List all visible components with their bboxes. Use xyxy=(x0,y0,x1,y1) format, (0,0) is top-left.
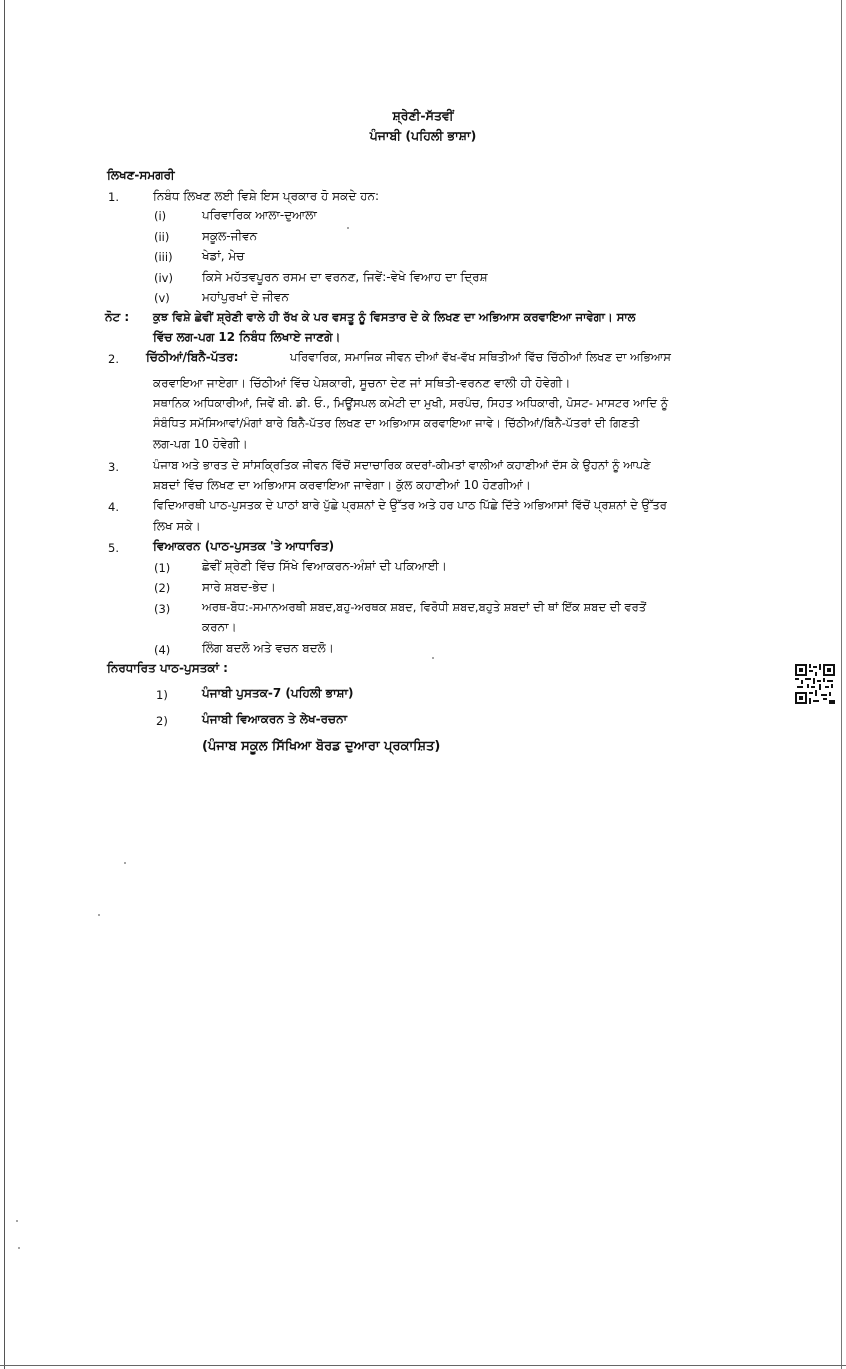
scan-speck xyxy=(18,1247,20,1249)
note-label: ਨੋਟ : xyxy=(105,310,130,324)
book-number: 2) xyxy=(156,714,168,728)
item-text: ਲਗ-ਪਗ 10 ਹੋਵੇਗੀ। xyxy=(153,437,248,451)
subitem-text: ਲਿੰਗ ਬਦਲੋ ਅਤੇ ਵਚਨ ਬਦਲੋ। xyxy=(202,641,334,655)
item-text: ਨਿਬੰਧ ਲਿਖਣ ਲਈ ਵਿਸ਼ੇ ਇਸ ਪ੍ਰਕਾਰ ਹੋ ਸਕਦੇ ਹਨ: xyxy=(153,189,379,203)
item-text: ਪਰਿਵਾਰਿਕ, ਸਮਾਜਿਕ ਜੀਵਨ ਦੀਆਂ ਵੱਖ-ਵੱਖ ਸਥਿਤੀਆਂ ਵਿੱਚ ਚਿੱਠੀਆਂ ਲਿਖਣ ਦਾ ਅਭਿਆਸ xyxy=(290,350,671,364)
subitem-number: (iii) xyxy=(154,250,173,264)
item-number: 5. xyxy=(108,541,119,555)
item-text: ਵਿਦਿਆਰਥੀ ਪਾਠ-ਪੁਸਤਕ ਦੇ ਪਾਠਾਂ ਬਾਰੇ ਪੁੱਛੇ ਪ੍ਰਸ਼ਨਾਂ ਦੇ ਉੱਤਰ ਅਤੇ ਹਰ ਪਾਠ ਪਿੱਛੇ ਦਿੱਤੇ ਅਭਿਆਸਾਂ ਵਿੱਚੋਂ ਪ੍ਰਸ਼ਨਾਂ ਦੇ ਉੱਤਰ xyxy=(153,498,667,512)
scan-edge-right xyxy=(841,0,842,1369)
scan-speck xyxy=(124,862,126,864)
item-number: 2. xyxy=(108,352,119,366)
subitem-text: ਖੇਡਾਂ, ਮੇਚ xyxy=(202,249,245,263)
item-text: ਲਿਖ ਸਕੇ। xyxy=(153,519,201,533)
subitem-number: (ii) xyxy=(154,230,170,244)
class-title: ਸ਼੍ਰੇਣੀ-ਸੱਤਵੀਂ xyxy=(392,108,454,123)
scan-speck xyxy=(432,657,434,659)
scan-edge-bottom xyxy=(0,1365,846,1366)
subitem-text: ਕਿਸੇ ਮਹੱਤਵਪੂਰਨ ਰਸਮ ਦਾ ਵਰਨਣ, ਜਿਵੇਂ:-ਵੇਖੇ ਵਿਆਹ ਦਾ ਦ੍ਰਿਸ਼ xyxy=(202,270,488,284)
subitem-number: (v) xyxy=(154,291,170,305)
item-text: ਸ਼ਬਦਾਂ ਵਿੱਚ ਲਿਖਣ ਦਾ ਅਭਿਆਸ ਕਰਵਾਇਆ ਜਾਵੇਗਾ। ਕੁੱਲ ਕਹਾਣੀਆਂ 10 ਹੋਣਗੀਆਂ। xyxy=(153,478,531,492)
item-text: ਪੰਜਾਬ ਅਤੇ ਭਾਰਤ ਦੇ ਸਾਂਸਕ੍ਰਿਤਿਕ ਜੀਵਨ ਵਿੱਚੋਂ ਸਦਾਚਾਰਿਕ ਕਦਰਾਂ-ਕੀਮਤਾਂ ਵਾਲੀਆਂ ਕਹਾਣੀਆਂ ਦੱਸ ਕੇ ਉਹਨਾਂ ਨੂੰ ਆਪਣੇ xyxy=(153,458,651,472)
note-line: ਕੁਝ ਵਿਸ਼ੇ ਛੇਵੀਂ ਸ਼੍ਰੇਣੀ ਵਾਲੇ ਹੀ ਰੱਖ ਕੇ ਪਰ ਵਸਤੂ ਨੂੰ ਵਿਸਤਾਰ ਦੇ ਕੇ ਲਿਖਣ ਦਾ ਅਭਿਆਸ ਕਰਵਾਇਆ ਜਾਵੇਗਾ। ਸਾਲ xyxy=(153,310,636,324)
note-line: ਵਿੱਚ ਲਗ-ਪਗ 12 ਨਿਬੰਧ ਲਿਖਾਏ ਜਾਣਗੇ। xyxy=(153,330,341,344)
subitem-number: (iv) xyxy=(154,271,173,285)
scan-speck xyxy=(347,227,349,229)
subitem-text: ਮਹਾਂਪੁਰਖਾਂ ਦੇ ਜੀਵਨ xyxy=(202,290,289,304)
writing-heading: ਲਿਖਣ-ਸਮਗਰੀ xyxy=(107,168,175,182)
item-number: 4. xyxy=(108,500,119,514)
subitem-number: (2) xyxy=(154,581,171,595)
books-heading: ਨਿਰਧਾਰਿਤ ਪਾਠ-ਪੁਸਤਕਾਂ : xyxy=(107,661,228,675)
subitem-number: (i) xyxy=(154,209,167,223)
book-title: ਪੰਜਾਬੀ ਪੁਸਤਕ-7 (ਪਹਿਲੀ ਭਾਸ਼ਾ) xyxy=(202,686,354,700)
subitem-number: (3) xyxy=(154,602,171,616)
subitem-text: ਪਰਿਵਾਰਿਕ ਆਲਾ-ਦੁਆਲਾ xyxy=(202,208,317,222)
scan-speck xyxy=(98,914,100,916)
qr-code xyxy=(795,664,835,704)
subitem-text: ਅਰਥ-ਬੋਧ:-ਸਮਾਨਅਰਥੀ ਸ਼ਬਦ,ਬਹੁ-ਅਰਥਕ ਸ਼ਬਦ, ਵਿਰੋਧੀ ਸ਼ਬਦ,ਬਹੁਤੇ ਸ਼ਬਦਾਂ ਦੀ ਥਾਂ ਇੱਕ ਸ਼ਬਦ ਦੀ ਵਰਤੋਂ xyxy=(202,600,647,614)
item-text: ਸਥਾਨਿਕ ਅਧਿਕਾਰੀਆਂ, ਜਿਵੇਂ ਬੀ. ਡੀ. ਓ., ਮਿਊਂਸਪਲ ਕਮੇਟੀ ਦਾ ਮੁਖੀ, ਸਰਪੰਚ, ਸਿਹਤ ਅਧਿਕਾਰੀ, ਪੋਸਟ- ਮਾਸਟਰ ਆਦਿ ਨੂੰ xyxy=(153,396,669,410)
subitem-text: ਸਕੂਲ-ਜੀਵਨ xyxy=(202,229,258,243)
publisher-note: (ਪੰਜਾਬ ਸਕੂਲ ਸਿੱਖਿਆ ਬੋਰਡ ਦੁਆਰਾ ਪ੍ਰਕਾਸ਼ਿਤ) xyxy=(202,739,441,754)
book-number: 1) xyxy=(156,688,168,702)
grammar-heading: ਵਿਆਕਰਨ (ਪਾਠ-ਪੁਸਤਕ 'ਤੇ ਆਧਾਰਿਤ) xyxy=(153,539,335,553)
subitem-text: ਛੇਵੀਂ ਸ਼੍ਰੇਣੀ ਵਿੱਚ ਸਿੱਖੇ ਵਿਆਕਰਨ-ਅੰਸ਼ਾਂ ਦੀ ਪਕਿਆਈ। xyxy=(202,559,447,573)
item-number: 3. xyxy=(108,460,119,474)
subitem-number: (1) xyxy=(154,561,171,575)
item-text: ਸੰਬੰਧਿਤ ਸਮੱਸਿਆਵਾਂ/ਮੰਗਾਂ ਬਾਰੇ ਬਿਨੈ-ਪੱਤਰ ਲਿਖਣ ਦਾ ਅਭਿਆਸ ਕਰਵਾਇਆ ਜਾਵੇ। ਚਿੱਠੀਆਂ/ਬਿਨੈ-ਪੱਤਰਾਂ ਦੀ ਗਿਣਤੀ xyxy=(153,416,640,430)
subitem-text-continued: ਕਰਨਾ। xyxy=(202,620,237,634)
item-number: 1. xyxy=(108,190,119,204)
item-text: ਕਰਵਾਇਆ ਜਾਏਗਾ। ਚਿੱਠੀਆਂ ਵਿੱਚ ਪੇਸ਼ਕਾਰੀ, ਸੂਚਨਾ ਦੇਣ ਜਾਂ ਸਥਿਤੀ-ਵਰਨਣ ਵਾਲੀ ਹੀ ਹੋਵੇਗੀ। xyxy=(153,376,571,390)
scan-speck xyxy=(16,1220,18,1222)
subject-title: ਪੰਜਾਬੀ (ਪਹਿਲੀ ਭਾਸ਼ਾ) xyxy=(369,128,477,143)
subitem-text: ਸਾਰੇ ਸ਼ਬਦ-ਭੇਦ। xyxy=(202,580,276,594)
book-title: ਪੰਜਾਬੀ ਵਿਆਕਰਨ ਤੇ ਲੇਖ-ਰਚਨਾ xyxy=(202,712,348,726)
scan-edge-left xyxy=(4,0,5,1369)
subitem-number: (4) xyxy=(154,643,171,657)
item-label: ਚਿੱਠੀਆਂ/ਬਿਨੈ-ਪੱਤਰ: xyxy=(146,350,239,364)
